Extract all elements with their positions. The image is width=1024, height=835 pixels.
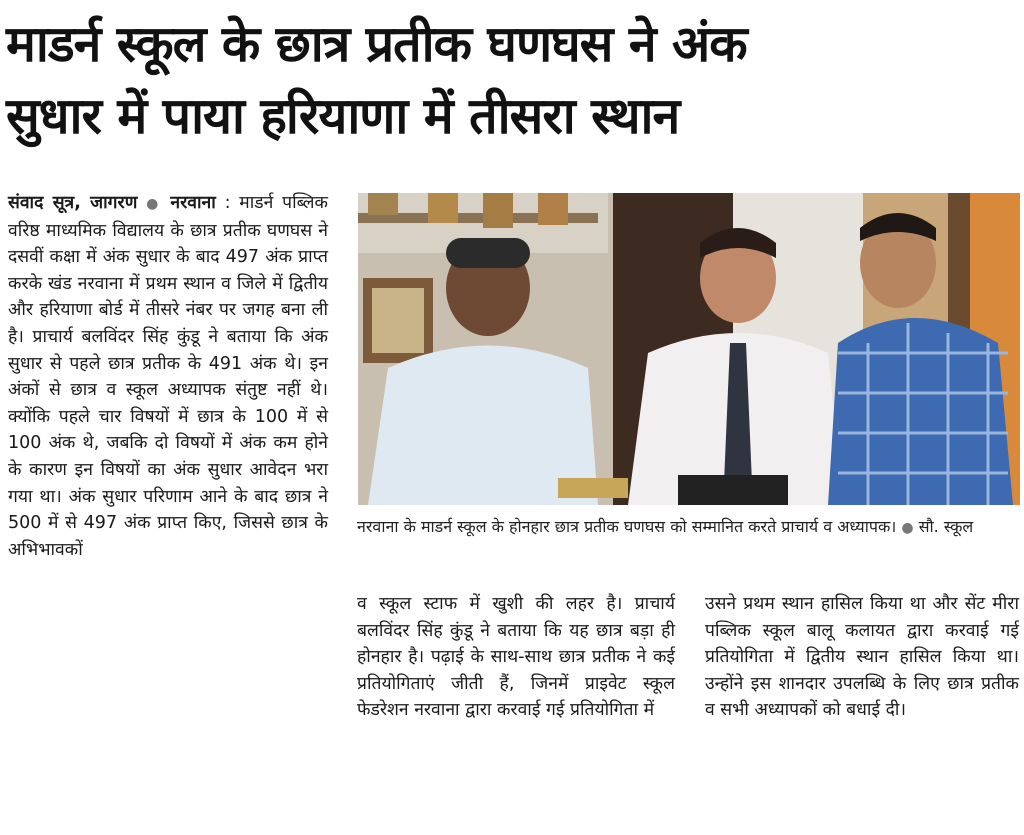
article-column-3 (705, 591, 1019, 724)
headline-line-1: माडर्न स्कूल के छात्र प्रतीक घणघस ने अंक (6, 15, 747, 73)
dateline-source: संवाद सूत्र, जागरण (8, 193, 138, 213)
article-text-col3: उसने प्रथम स्थान हासिल किया था और सेंट मीरा पब्लिक स्कूल बालू कलायत द्वारा करवाई गई प्रतियोगिता में द्वितीय स्थान हासिल किया था। उन्होंने इस शानदार उपलब्धि के लिए छात्र प्रतीक व सभी अध्यापकों को बधाई दी। (705, 594, 1019, 721)
news-photo (358, 193, 1020, 505)
headline (6, 8, 1018, 152)
article-text-col1: : माडर्न पब्लिक वरिष्ठ माध्यमिक विद्यालय के छात्र प्रतीक घणघस ने दसवीं कक्षा में अंक सुधार के बाद 497 अंक प्राप्त करके खंड नरवाना में प्रथम स्थान व जिले में द्वितीय और हरियाणा बोर्ड में तीसरे नंबर पर जगह बना ली है। प्राचार्य बलविंदर सिंह कुंडू ने बताया कि अंक सुधार से पहले छात्र प्रतीक के 491 अंक थे। इन अंकों से छात्र व स्कूल अध्यापक संतुष्ट नहीं थे। क्योंकि पहले चार विषयों में छात्र के 100 में से 100 अंक थे, जबकि दो विषयों में अंक कम होने के कारण इन विषयों का अंक सुधार आवेदन भरा गया था। अंक सुधार परिणाम आने के बाद छात्र ने 500 में से 497 अंक प्राप्त किए, जिससे छात्र के अभिभावकों (8, 193, 328, 560)
caption-text: नरवाना के माडर्न स्कूल के होनहार छात्र प्रतीक घणघस को सम्मानित करते प्राचार्य व अध्यापक। (357, 517, 897, 536)
article-column-2 (357, 591, 675, 724)
article-column-1 (8, 190, 328, 563)
dateline-place: नरवाना (170, 193, 216, 213)
photo-caption (357, 514, 1021, 541)
caption-separator: ● (901, 520, 914, 536)
caption-credit: सौ. स्कूल (918, 517, 974, 536)
article-text-col2: व स्कूल स्टाफ में खुशी की लहर है। प्राचार्य बलविंदर सिंह कुंडू ने बताया कि यह छात्र बड़ा ही होनहार है। पढ़ाई के साथ-साथ छात्र प्रतीक ने कई प्रतियोगिताएं जीती हैं, जिनमें प्राइवेट स्कूल फेडरेशन नरवाना द्वारा करवाई गई प्रतियोगिता में (357, 594, 675, 721)
dateline-separator: ● (146, 196, 162, 212)
headline-line-2: सुधार में पाया हरियाणा में तीसरा स्थान (6, 87, 680, 145)
